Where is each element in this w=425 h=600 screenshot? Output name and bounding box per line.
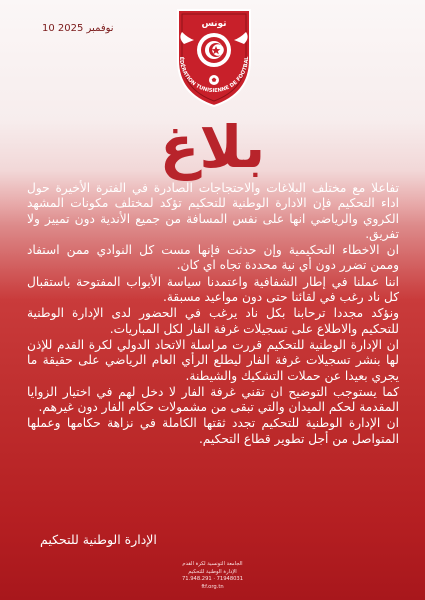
footer-line: الجامعة التونسية لكرة القدم [182,561,243,567]
footer-line: الإدارة الوطنية للتحكيم [188,568,237,575]
paragraph: ان الاخطاء التحكيمية وإن حدثت فإنها مست كل النوادي ممن استفاد وممن تضرر دون أي نية محددة تجاه اي كان. [27,243,399,273]
paragraph: اننا عملنا في إطار الشفافية واعتمدنا سياسة الأبواب المفتوحة باستقبال كل ناد رغب في لقائنا حتى دون مواعيد مسبقة. [27,274,399,305]
logo-latin-text: ÉDÉRATION TUNISIENNE DE FOOTBAL [177,56,251,95]
paragraph: تفاعلا مع مختلف البلاغات والاحتجاجات الصادرة في الفترة الأخيرة حول اداء التحكيم فإن الادارة الوطنية للتحكيم تؤكد لمختلف مكونات المشهد الكروي والرياضي انها على نفس المسافة من جميع الأندية دون تمييز ولا تفريق. [27,181,399,241]
logo-arabic-text: تونس [201,19,227,29]
footer-phones: 71.948.291 · 71948031 [181,576,244,582]
paragraph: ان الإدارة الوطنية للتحكيم قررت مراسلة الاتحاد الدولي لكرة القدم للإذن لها بنشر تسجيلات غرفة الفار ليطلع الرأي العام الرياضي على حقيقة ما يجري بعيدا عن حملات التشكيك والشيطنة. [27,337,399,383]
announcement-body [27,181,399,448]
signature: الإدارة الوطنية للتحكيم [40,532,157,547]
footer-website: ftf.org.tn [201,583,224,590]
page-title: بلاغ [159,113,266,181]
paragraph: ان الإدارة الوطنية للتحكيم تجدد ثقتها الكاملة في نزاهة حكامها وعملها المتواصل من أجل تطوير قطاع التحكيم. [27,416,399,446]
paragraph: ونؤكد مجددا ترحابنا بكل ناد يرغب في الحضور لدى الإدارة الوطنية للتحكيم والاطلاع على تسجيلات غرفة الفار لكل المباريات. [27,306,399,336]
paragraph: كما يستوجب التوضيح ان تقني غرفة الفار لا دخل لهم في اختيار الزوايا المقدمة لحكم الميدان والتي تبقى من مشمولات حكام الفار دون غيرهم. [27,384,399,415]
ftf-federation-crest-icon [168,2,260,110]
date-label: 10 نوفمبر 2025 [42,23,114,34]
footer [0,561,425,591]
